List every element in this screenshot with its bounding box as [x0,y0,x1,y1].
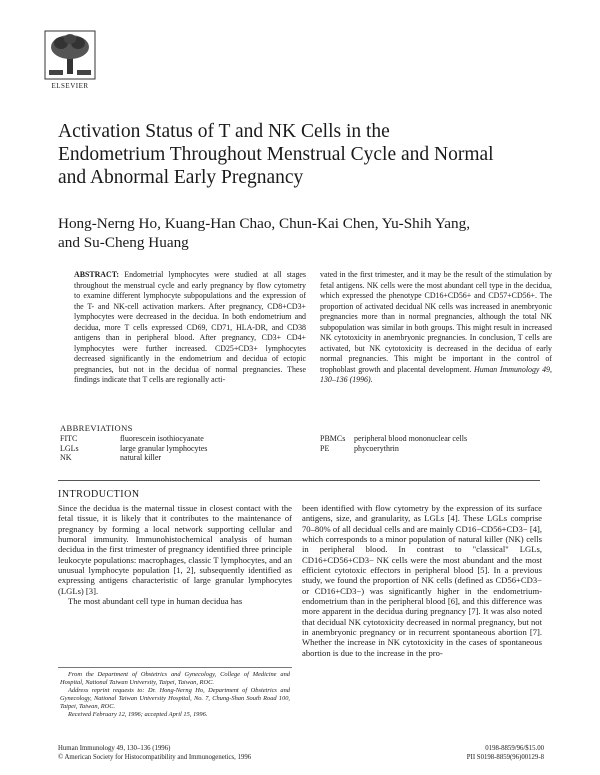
body-paragraph: been identified with flow cytometry by the expression of its surface antigens, size, and granularity, as LGLs [4]. These LGLs comprise 70–80% of all decidual cells and are mainly CD16−CD56+CD3− [4], which corresponds to a minor population of natural killer (NK) cells in peripheral blood. In contrast to "classical" LGLs, CD16+CD56+CD3− NK cells were the most abundant and the most efficient cytotoxic effectors in peripheral blood [5]. In a previous study, we found the proportion of NK cells (defined as CD56+CD3− or CD16+CD3−) was significantly higher in the endometrium-endometrium than in the peripheral blood [6], and this difference was more apparent in the decidua during pregnancy [7]. It was also noted that decidual NK cytotoxicity decreased in normal pregnancy, but not in anembryonic pregnancy or in recurrent spontaneous abortion [7]. Whether the increase in NK cytotoxicity in the cases of spontaneous abortion is due to the increase in the pro- [302,503,542,658]
article-authors: Hong-Nerng Ho, Kuang-Han Chao, Chun-Kai Chen, Yu-Shih Yang, and Su-Cheng Huang [58,215,470,251]
abbreviation-definition: phycoerythrin [354,443,399,453]
body-paragraph: Since the decidua is the maternal tissue in closest contact with the fetal tissue, it is likely that it contributes to the maintenance of pregnancy by forming a local network supporting cellular and humoral immunity. Immunohistochemical analysis of human decidua in the first trimester of pregnancy identified three principle leukocyte populations: macrophages, classic T lymphocytes, and an unusual lymphocyte population [1, 2], subsequently identified as expressing antigens characteristic of large granular lymphocytes (LGLs) [3]. [58,503,292,596]
introduction-right-column [302,503,542,658]
abbreviation-term: LGLs [60,443,79,453]
body-paragraph: The most abundant cell type in human decidua has [68,596,243,607]
abbreviation-row [60,453,207,463]
abbreviation-row [60,444,207,454]
footnote-correspondence: Address reprint requests to: Dr. Hong-Nerng Ho, Department of Obstetrics and Gynecology, National Taiwan University Hospital, No. 7, Chung-Shan South Road 100, Taipei, Taiwan, ROC. [60,687,290,710]
abstract-citation: Human Immunology 49, 130–136 (1996). [320,364,552,384]
footnote [60,671,290,719]
footer-copyright: © American Society for Histocompatibility and Immunogenetics, 1996 [58,753,252,761]
abbreviations-table-left [60,434,207,463]
abstract-text-left: Endometrial lymphocytes were studied at all stages throughout the menstrual cycle and early pregnancy by flow cytometry to examine different lymphocyte subpopulations and the expression of the T- and NK-cell activation markers. After pregnancy, CD8+CD3+ lymphocytes were decreased in the decidua. In both endometrium and decidua, more T cells expressed CD69, CD71, HLA-DR, and CD38 antigens than in peripheral blood. After pregnancy, CD3+ CD4+ lymphocytes were further increased. CD25+CD3+ lymphocytes decreased significantly in the endometrium and decidua of ectopic pregnancies, but not in the decidua of normal pregnancies. These findings indicate that T cells are regionally acti- [74,270,306,384]
abbreviation-row [320,444,467,454]
abbreviation-definition: large granular lymphocytes [120,443,208,453]
footer-issn: 0198-8859/96/$15.00 [485,745,544,752]
abbreviation-term: NK [60,453,72,463]
abbreviation-term: PBMCs [320,434,346,443]
introduction-left-column [58,503,292,606]
footnote-affiliation: From the Department of Obstetrics and Gynecology, College of Medicine and Hospital, National Taiwan University, Taipei, Taiwan, ROC. [60,671,290,686]
footer-journal: Human Immunology 49, 130–136 (1996) [58,745,171,752]
abstract-label: ABSTRACT: [74,270,120,279]
section-divider [58,480,540,481]
elsevier-tree-icon [44,30,96,80]
abbreviation-term: FITC [60,434,78,443]
publisher-name: ELSEVIER [51,82,89,90]
abbreviation-definition: peripheral blood mononuclear cells [354,434,468,443]
footnote-received: Received February 12, 1996; accepted April 15, 1996. [68,711,208,718]
footer-left [58,745,318,762]
abbreviation-term: PE [320,443,330,453]
abbreviation-definition: natural killer [120,453,162,463]
abbreviations-table-right [320,434,467,453]
abstract-left-column [74,270,306,386]
abstract-right-column [320,270,552,386]
abbreviation-definition: fluorescein isothiocyanate [120,434,204,443]
publisher-logo [44,30,96,90]
article-title: Activation Status of T and NK Cells in the Endometrium Throughout Menstrual Cycle and Normal and Abnormal Early Pregnancy [58,121,494,188]
footer-pii: PII S0198-8859(96)00129-8 [466,753,544,761]
footnote-divider [58,667,292,668]
abbreviations-heading: ABBREVIATIONS [60,423,133,433]
abstract-text-right: vated in the first trimester, and it may be the result of the stimulation by fetal antigens. NK cells were the most abundant cell type in the decidua, which expressed the phenotype CD16+CD56+ and CD57+CD56+. The proportion of activated decidual NK cells was increased in anembryonic pregnancies more than in normal pregnancies, although the total NK subpopulation was similar in both groups. This might result in increased NK cytotoxicity in anembryonic pregnancies. In conclusion, T cells are activated, but NK cytotoxicity is decreased in the decidua of early normal pregnancies. This might be important in the control of trophoblast growth and placental development. [320,270,552,374]
abbreviation-row [60,434,207,444]
abbreviation-row [320,434,467,444]
introduction-heading: INTRODUCTION [58,489,140,500]
footer-right [420,745,544,762]
